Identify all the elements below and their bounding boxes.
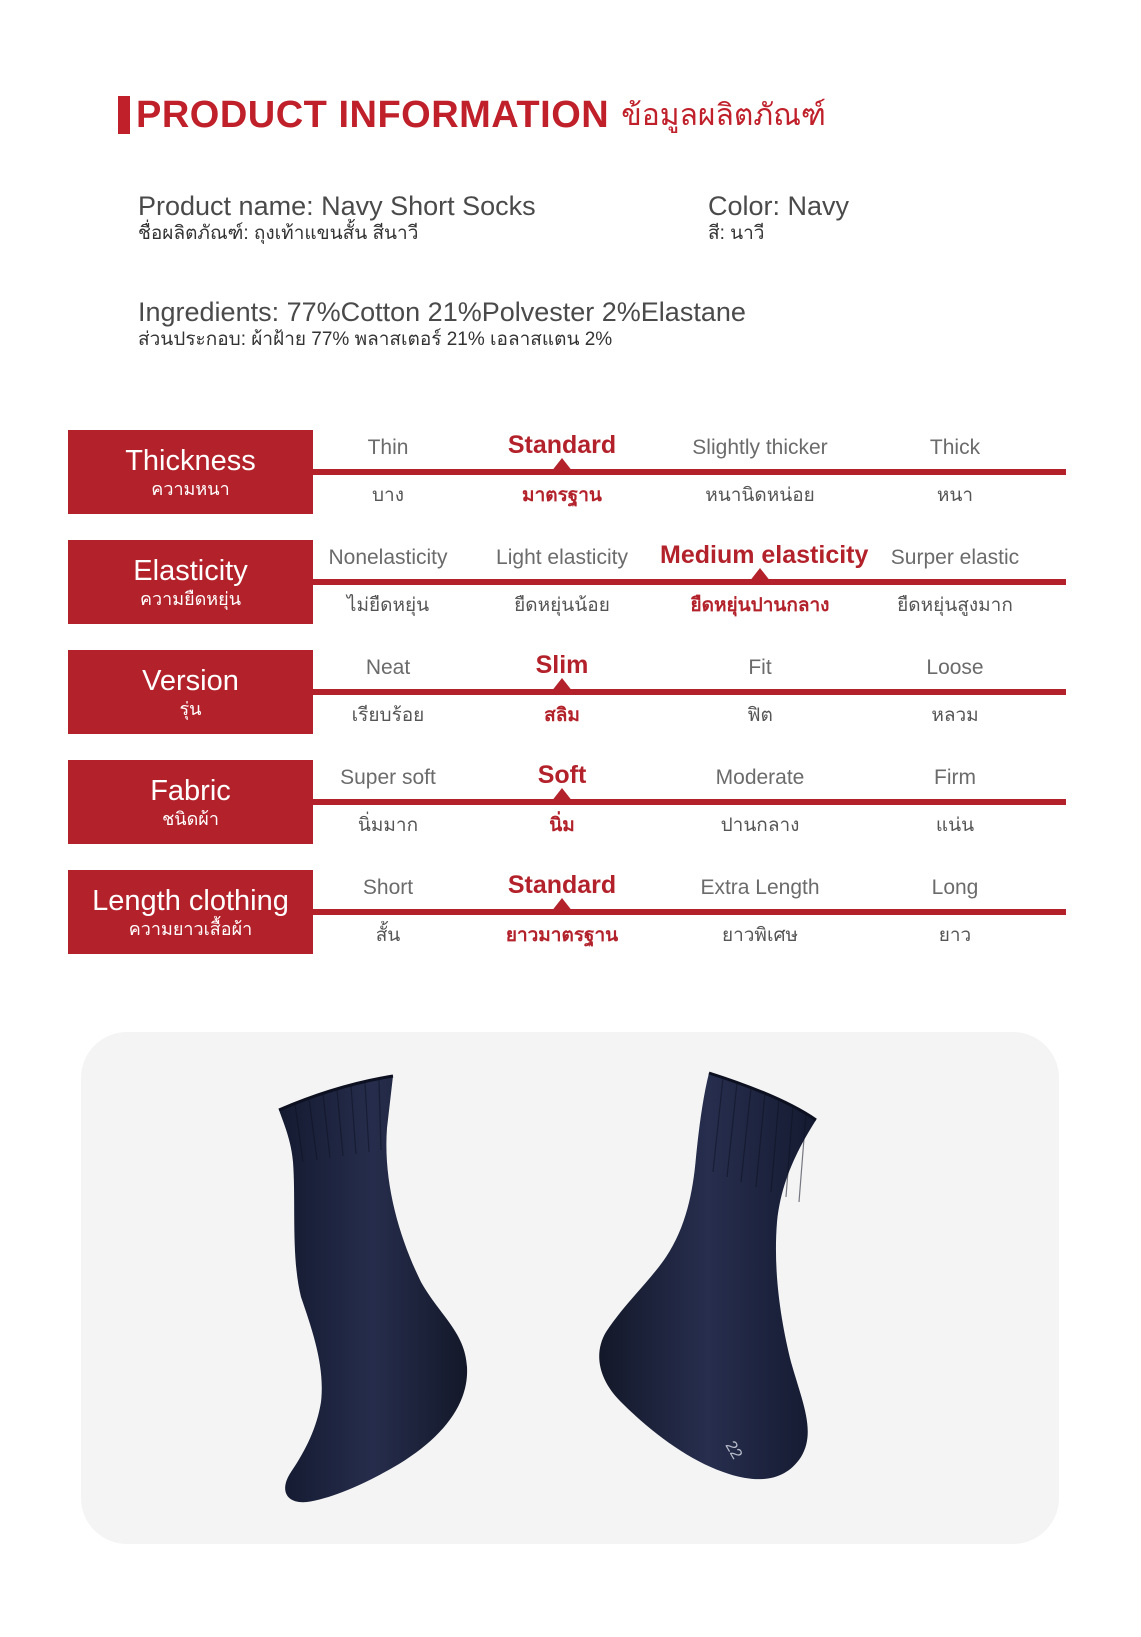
scale-label — [68, 650, 313, 734]
scale-option-en: Super soft — [340, 766, 436, 789]
scale-option-en: Extra Length — [700, 876, 820, 899]
scale-line — [313, 579, 1066, 585]
header-title-en: PRODUCT INFORMATION — [136, 93, 610, 136]
scale-option-en: Nonelasticity — [328, 546, 448, 569]
scale-option-en: Soft — [537, 761, 587, 789]
scale-option-en: Short — [362, 876, 414, 899]
scale-line — [313, 689, 1066, 695]
scale-row-elasticity — [68, 540, 1066, 624]
scale-line — [313, 799, 1066, 805]
sock-size-mark: 22 — [721, 1438, 746, 1463]
scale-option-en: Standard — [507, 871, 617, 899]
scale-option-th: ยาว — [938, 925, 972, 946]
scale-option-th: นิ่ม — [549, 815, 575, 836]
product-ingredients-block — [138, 296, 746, 352]
scale-option-th: บาง — [371, 485, 404, 506]
scale-option-en: Slightly thicker — [692, 436, 828, 459]
scale-option-en: Firm — [934, 766, 976, 789]
scale-label-en: Length clothing — [92, 885, 289, 917]
scale-option-en: Standard — [507, 431, 617, 459]
product-color-th: สี: นาวี — [708, 223, 765, 244]
scale-row-fabric — [68, 760, 1066, 844]
scale-option-th: แน่น — [935, 815, 975, 836]
scale-option-en: Surper elastic — [890, 546, 1020, 569]
scale-option-en: Light elasticity — [496, 546, 628, 569]
selected-marker-icon — [551, 788, 573, 802]
left-sock — [279, 1076, 467, 1502]
scale-option-th: ยืดหยุ่นสูงมาก — [897, 595, 1013, 616]
scale-option-en: Fit — [748, 656, 772, 679]
scale-label-th: รุ่น — [179, 699, 202, 719]
scale-option-en: Moderate — [715, 766, 805, 789]
scale-line — [313, 469, 1066, 475]
scale-option-th: หลวม — [931, 705, 979, 726]
scale-label-en: Elasticity — [133, 555, 248, 587]
right-sock — [599, 1073, 816, 1479]
scale-option-th: หนา — [936, 485, 974, 506]
product-name-block — [138, 190, 536, 246]
product-color-en: Color: Navy — [708, 191, 850, 221]
scale-row-thickness — [68, 430, 1066, 514]
scale-option-th: ปานกลาง — [720, 815, 800, 836]
scale-option-th: ยาวมาตรฐาน — [505, 925, 619, 946]
selected-marker-icon — [749, 568, 771, 582]
product-ingredients-th: ส่วนประกอบ: ผ้าฝ้าย 77% พลาสเตอร์ 21% เอลาสแตน 2% — [138, 329, 613, 350]
scale-option-th: ยืดหยุ่นน้อย — [514, 595, 610, 616]
socks-illustration — [81, 1032, 1059, 1544]
product-name-th: ชื่อผลิตภัณฑ์: ถุงเท้าแขนสั้น สีนาวี — [138, 223, 419, 244]
scale-label-th: ความยืดหยุ่น — [139, 589, 242, 609]
scale-option-en: Thin — [367, 436, 409, 459]
scale-option-th: สั้น — [375, 925, 401, 946]
scale-option-th: สลิม — [544, 705, 580, 726]
scale-label-th: ความยาวเสื้อผ้า — [128, 919, 253, 939]
scale-label — [68, 430, 313, 514]
selected-marker-icon — [551, 458, 573, 472]
section-header — [118, 92, 826, 138]
product-name-en: Product name: Navy Short Socks — [138, 191, 536, 221]
scale-label — [68, 870, 313, 954]
product-photo — [81, 1032, 1059, 1544]
scale-row-length — [68, 870, 1066, 954]
scale-row-version — [68, 650, 1066, 734]
scale-option-en: Neat — [365, 656, 411, 679]
scale-option-th: ฟิต — [747, 705, 773, 726]
scale-option-th: นิ่มมาก — [357, 815, 419, 836]
scale-option-th: เรียบร้อย — [351, 705, 425, 726]
scale-label — [68, 540, 313, 624]
scale-label-th: ชนิดผ้า — [162, 809, 219, 829]
scale-label — [68, 760, 313, 844]
selected-marker-icon — [551, 898, 573, 912]
scale-option-en: Slim — [535, 651, 589, 679]
scale-option-th: ไม่ยืดหยุ่น — [346, 595, 430, 616]
scale-option-th: ยาวพิเศษ — [721, 925, 799, 946]
scale-label-en: Version — [142, 665, 239, 697]
scale-label-th: ความหนา — [151, 479, 230, 499]
scale-option-th: ยืดหยุ่นปานกลาง — [690, 595, 830, 616]
selected-marker-icon — [551, 678, 573, 692]
header-title-th: ข้อมูลผลิตภัณฑ์ — [621, 98, 826, 132]
scale-line — [313, 909, 1066, 915]
scale-option-en: Medium elasticity — [660, 541, 869, 569]
scale-label-en: Fabric — [150, 775, 231, 807]
product-ingredients-en: Ingredients: 77%Cotton 21%Polvester 2%Elastane — [138, 297, 746, 327]
product-color-block — [708, 190, 849, 246]
scale-label-en: Thickness — [125, 445, 256, 477]
scale-option-en: Thick — [929, 436, 981, 459]
header-accent-bar — [118, 96, 130, 134]
scale-option-th: มาตรฐาน — [522, 485, 602, 506]
scale-option-th: หนานิดหน่อย — [705, 485, 815, 506]
scale-option-en: Loose — [926, 656, 984, 679]
scale-option-en: Long — [931, 876, 979, 899]
